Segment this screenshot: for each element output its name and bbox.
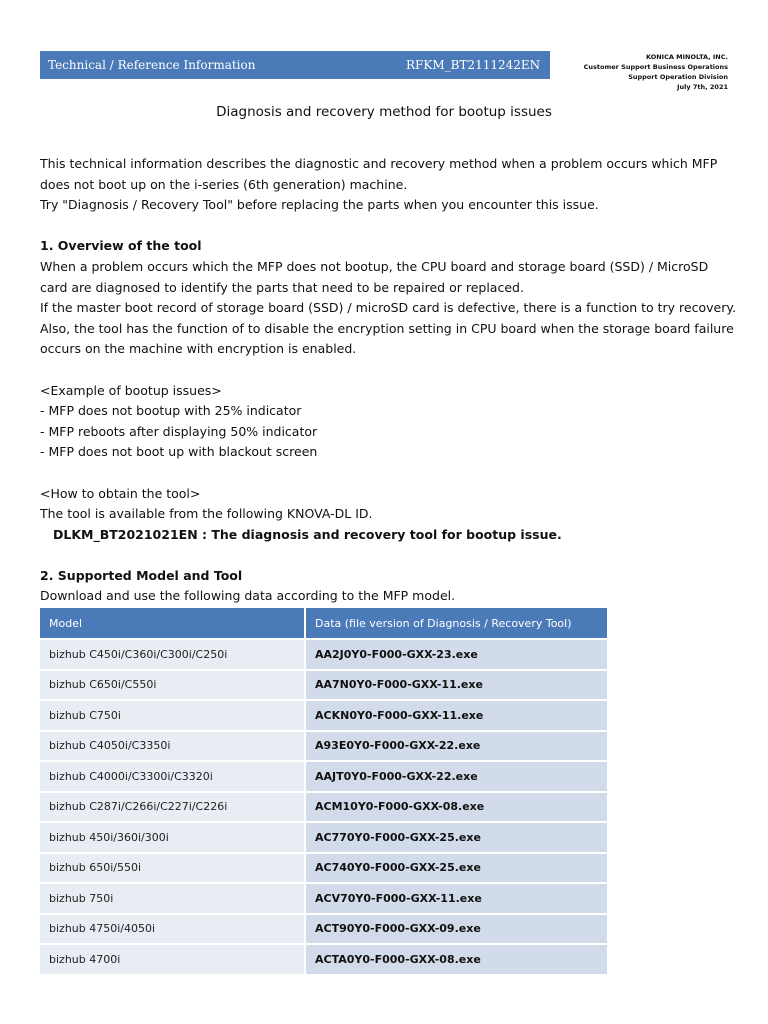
model-cell: bizhub C287i/C266i/C227i/C226i (40, 792, 305, 823)
model-cell: bizhub 650i/550i (40, 853, 305, 884)
model-cell: bizhub 4700i (40, 944, 305, 974)
table-row (40, 670, 607, 701)
company-name: KONICA MINOLTA, INC. (645, 53, 728, 61)
page-title: Diagnosis and recovery method for bootup issues (216, 104, 552, 120)
header-bar (40, 51, 550, 79)
intro-line-3: Try "Diagnosis / Recovery Tool" before replacing the parts when you encounter this issue. (40, 197, 599, 213)
section-2-line-1: Download and use the following data according to the MFP model. (40, 588, 456, 604)
column-header-model: Model (40, 608, 305, 639)
example-item: - MFP reboots after displaying 50% indicator (40, 423, 318, 439)
file-cell: ACKN0Y0-F000-GXX-11.exe (305, 700, 607, 731)
obtain-line: The tool is available from the following KNOVA-DL ID. (40, 506, 373, 522)
table-row (40, 700, 607, 731)
table-row (40, 883, 607, 914)
file-cell: ACTA0Y0-F000-GXX-08.exe (305, 944, 607, 974)
table-row (40, 822, 607, 853)
table-row (40, 914, 607, 945)
file-cell: ACM10Y0-F000-GXX-08.exe (305, 792, 607, 823)
model-cell: bizhub C750i (40, 700, 305, 731)
doc-date: July 7th, 2021 (677, 83, 728, 91)
file-cell: AC770Y0-F000-GXX-25.exe (305, 822, 607, 853)
header-doc-id: RFKM_BT2111242EN (406, 58, 541, 72)
company-dept: Customer Support Business Operations (583, 63, 728, 71)
section-2-heading: 2. Supported Model and Tool (40, 567, 243, 583)
section-1-heading: 1. Overview of the tool (40, 238, 202, 254)
section-1-line-4: Also, the tool has the function of to disable the encryption setting in CPU board when the storage board failure (40, 320, 734, 336)
examples-heading: <Example of bootup issues> (40, 382, 222, 398)
model-cell: bizhub C650i/C550i (40, 670, 305, 701)
file-cell: AC740Y0-F000-GXX-25.exe (305, 853, 607, 884)
table-row (40, 731, 607, 762)
example-item: - MFP does not bootup with 25% indicator (40, 403, 302, 419)
document-body (40, 154, 736, 607)
model-table (40, 608, 607, 974)
company-division: Support Operation Division (628, 73, 728, 81)
table-header-row (40, 608, 607, 639)
model-cell: bizhub C4050i/C3350i (40, 731, 305, 762)
model-cell: bizhub 450i/360i/300i (40, 822, 305, 853)
model-cell: bizhub 4750i/4050i (40, 914, 305, 945)
knova-dl-id: DLKM_BT2021021EN : The diagnosis and recovery tool for bootup issue. (53, 526, 562, 542)
obtain-heading: <How to obtain the tool> (40, 485, 201, 501)
file-cell: ACV70Y0-F000-GXX-11.exe (305, 883, 607, 914)
file-cell: AAJT0Y0-F000-GXX-22.exe (305, 761, 607, 792)
company-block (584, 52, 728, 92)
example-item: - MFP does not boot up with blackout screen (40, 444, 318, 460)
section-1-line-2: card are diagnosed to identify the parts that need to be repaired or replaced. (40, 279, 524, 295)
model-cell: bizhub C4000i/C3300i/C3320i (40, 761, 305, 792)
intro-line-1: This technical information describes the diagnostic and recovery method when a problem occurs which MFP (40, 156, 718, 171)
table-row (40, 639, 607, 670)
section-1-line-1: When a problem occurs which the MFP does not bootup, the CPU board and storage board (SSD) / MicroSD (40, 258, 709, 274)
column-header-data: Data (file version of Diagnosis / Recovery Tool) (305, 608, 607, 639)
section-1-line-3: If the master boot record of storage board (SSD) / microSD card is defective, there is a function to try recovery. (40, 300, 736, 316)
table-row (40, 853, 607, 884)
file-cell: A93E0Y0-F000-GXX-22.exe (305, 731, 607, 762)
file-cell: AA2J0Y0-F000-GXX-23.exe (305, 639, 607, 670)
table-row (40, 792, 607, 823)
file-cell: AA7N0Y0-F000-GXX-11.exe (305, 670, 607, 701)
file-cell: ACT90Y0-F000-GXX-09.exe (305, 914, 607, 945)
table-row (40, 761, 607, 792)
model-cell: bizhub 750i (40, 883, 305, 914)
intro-line-2: does not boot up on the i-series (6th generation) machine. (40, 176, 408, 192)
table-row (40, 944, 607, 974)
header-category: Technical / Reference Information (48, 58, 256, 72)
section-1-line-5: occurs on the machine with encryption is enabled. (40, 341, 357, 357)
model-cell: bizhub C450i/C360i/C300i/C250i (40, 639, 305, 670)
